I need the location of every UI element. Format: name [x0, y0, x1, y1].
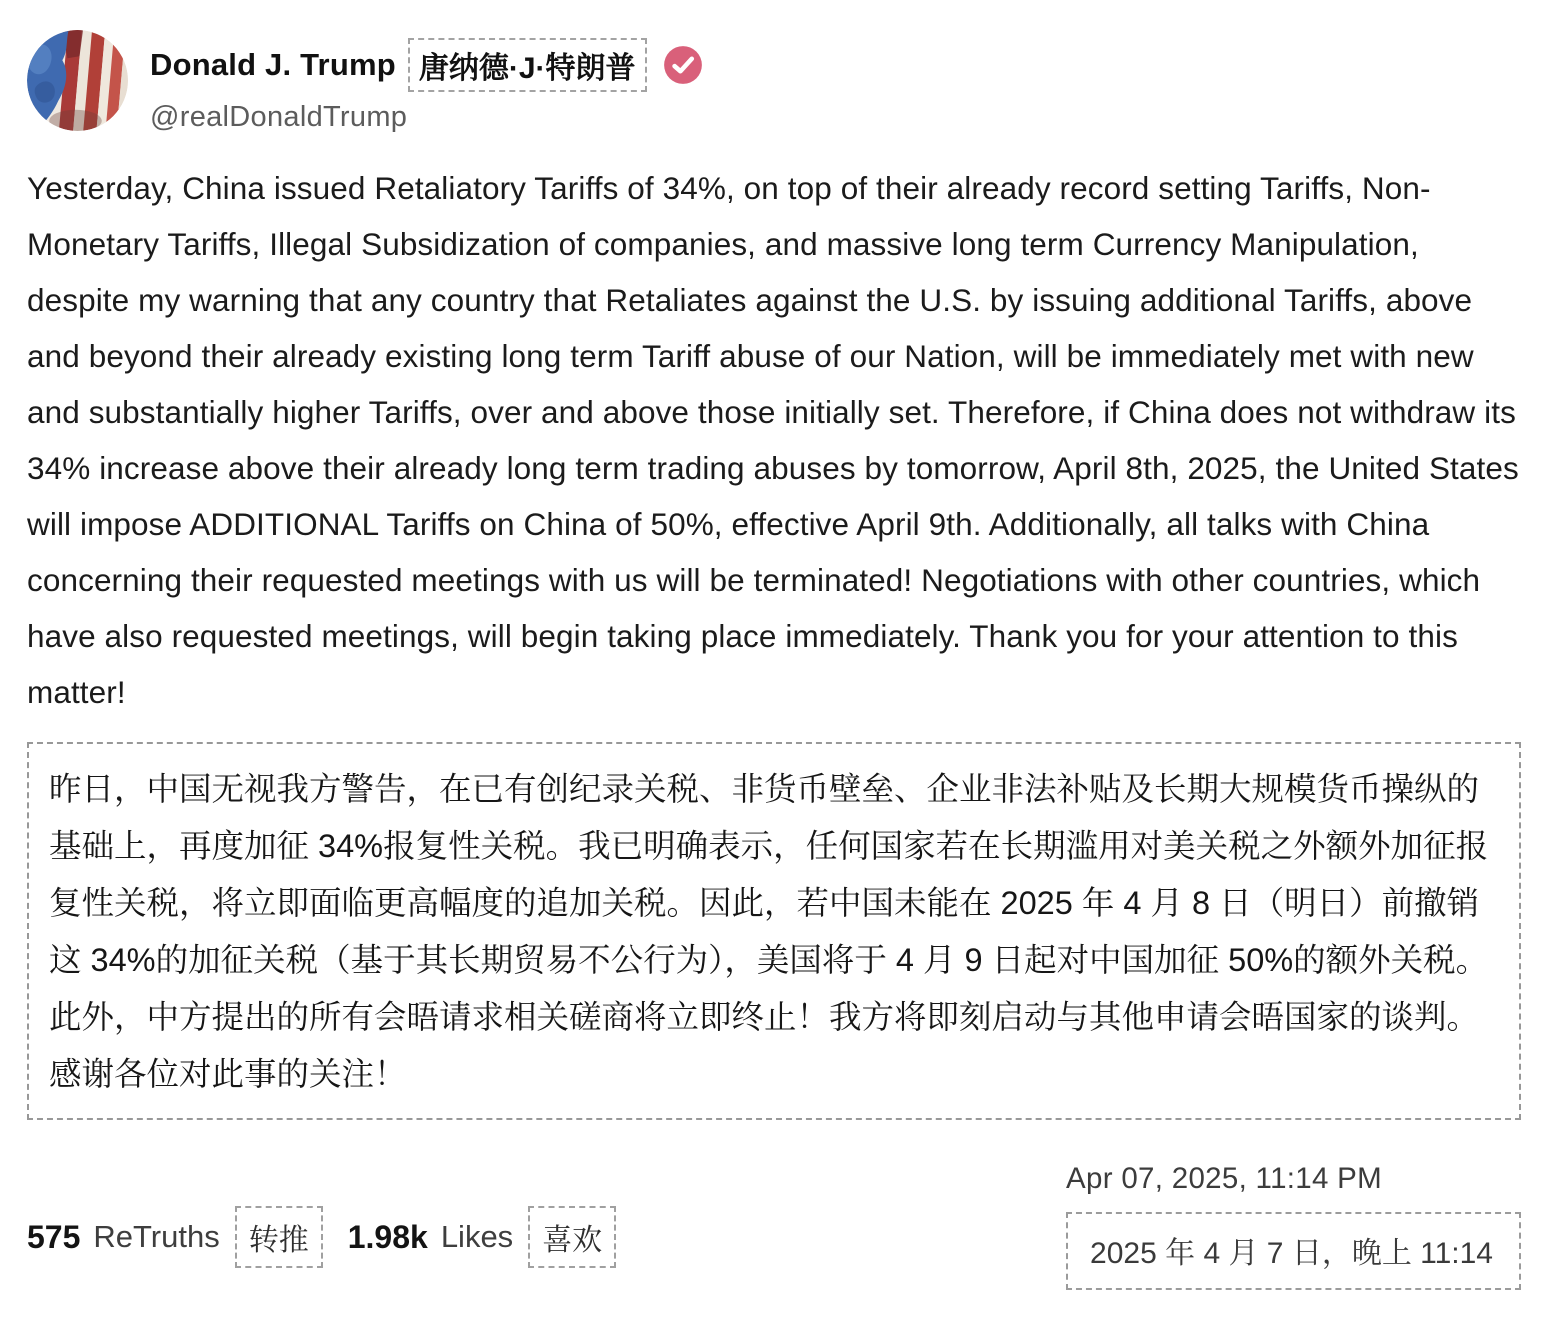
timestamp[interactable]: Apr 07, 2025, 11:14 PM: [1066, 1162, 1383, 1195]
name-row: [150, 38, 705, 92]
post-body-text: Yesterday, China issued Retaliatory Tariffs of 34%, on top of their already record setting Tariffs, Non-Monetary Tariffs, Illegal Subsidization of companies, and massive long term Currency Manipulation, despite my warning that any country that Retaliates against the U.S. by issuing additional Tariffs, above and beyond their already existing long term Tariff abuse of our Nation, will be immediately met with new and substantially higher Tariffs, over and above those initially set. Therefore, if China does not withdraw its 34% increase above their already long term trading abuses by tomorrow, April 8th, 2025, the United States will impose ADDITIONAL Tariffs on China of 50%, effective April 9th. Additionally, all talks with China concerning their requested meetings with us will be terminated! Negotiations with other countries, which have also requested meetings, will begin taking place immediately. Thank you for your attention to this matter!: [27, 170, 1519, 710]
retruths-stat[interactable]: [27, 1219, 220, 1256]
likes-label: Likes: [440, 1219, 514, 1254]
likes-label-translation: 喜欢: [528, 1206, 616, 1268]
post-body-translation: 昨日，中国无视我方警告，在已有创纪录关税、非货币壁垒、企业非法补贴及长期大规模货币操纵的基础上，再度加征 34%报复性关税。我已明确表示，任何国家若在长期滥用对美关税之外额外加征报复性关税，将立即面临更高幅度的追加关税。因此，若中国未能在 2025 年 4 月 8 日（明日）前撤销这 34%的加征关税（基于其长期贸易不公行为），美国将于 4 月 9 日起对中国加征 50%的额外关税。此外，中方提出的所有会晤请求相关磋商将立即终止！我方将即刻启动与其他申请会晤国家的谈判。感谢各位对此事的关注！: [27, 742, 1521, 1120]
verified-badge-icon: [661, 43, 705, 87]
likes-stat[interactable]: [348, 1219, 513, 1256]
avatar[interactable]: [27, 30, 128, 131]
likes-count: 1.98k: [347, 1218, 428, 1255]
timestamp-translation: 2025 年 4 月 7 日，晚上 11:14: [1066, 1212, 1521, 1290]
retruths-label: ReTruths: [93, 1219, 220, 1254]
user-handle[interactable]: @realDonaldTrump: [150, 101, 408, 133]
retruths-label-translation: 转推: [235, 1206, 323, 1268]
post-header: [27, 30, 1521, 134]
retruths-count: 575: [27, 1218, 81, 1255]
post-footer: [27, 1162, 1521, 1290]
display-name-translation: 唐纳德·J·特朗普: [408, 38, 647, 92]
identity-block: [150, 30, 705, 134]
timestamp-block: [1066, 1162, 1521, 1290]
engagement-stats: [27, 1206, 626, 1268]
display-name[interactable]: Donald J. Trump: [150, 47, 396, 82]
